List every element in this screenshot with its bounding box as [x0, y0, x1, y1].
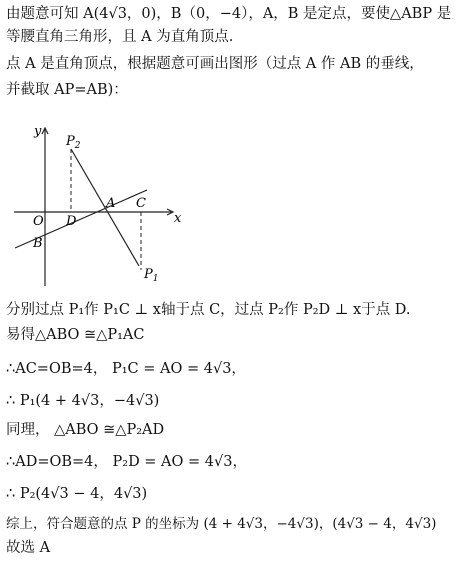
solution-line-3: ∴AC=OB=4， P₁C = AO = 4√3， [6, 361, 246, 377]
label-P1: $P_1$ [144, 267, 159, 284]
solution-line-9: 故选 A [6, 540, 51, 556]
solution-line-2: 易得△ABO ≅△P₁AC [6, 327, 145, 343]
label-B: B [33, 236, 43, 251]
paragraph-line-4: 并截取 AP=AB)： [6, 82, 128, 98]
solution-line-4: ∴ P₁(4 + 4√3，−4√3) [6, 393, 160, 409]
figure-canvas [10, 118, 190, 288]
paragraph-line-3: 点 A 是直角顶点，根据题意可画出图形（过点 A 作 AB 的垂线， [6, 56, 424, 72]
solution-line-7: ∴ P₂(4√3 − 4，4√3) [6, 486, 148, 502]
paragraph-line-2: 等腰直角三角形，且 A 为直角顶点. [6, 29, 234, 45]
label-C: C [136, 196, 146, 211]
solution-line-5: 同理， △ABO ≅△P₂AD [6, 422, 165, 438]
label-origin: O [33, 214, 44, 229]
label-x: x [174, 211, 182, 226]
label-D: D [66, 214, 77, 229]
solution-line-8: 综上，符合题意的点 P 的坐标为 (4 + 4√3，−4√3)，(4√3 − 4，4√3) [6, 516, 437, 532]
label-y: y [34, 124, 42, 139]
paragraph-line-1: 由题意可知 A(4√3，0)，B（0，−4），A，B 是定点，要使△ABP 是 [6, 6, 452, 22]
solution-line-1: 分别过点 P₁作 P₁C ⊥ x轴于点 C，过点 P₂作 P₂D ⊥ x于点 D. [6, 302, 411, 318]
geometry-figure [10, 118, 190, 288]
label-A: A [106, 196, 116, 211]
solution-line-6: ∴AD=OB=4， P₂D = AO = 4√3， [6, 454, 247, 470]
line-P2-P1 [71, 149, 139, 266]
label-P2: $P_2$ [66, 134, 81, 151]
